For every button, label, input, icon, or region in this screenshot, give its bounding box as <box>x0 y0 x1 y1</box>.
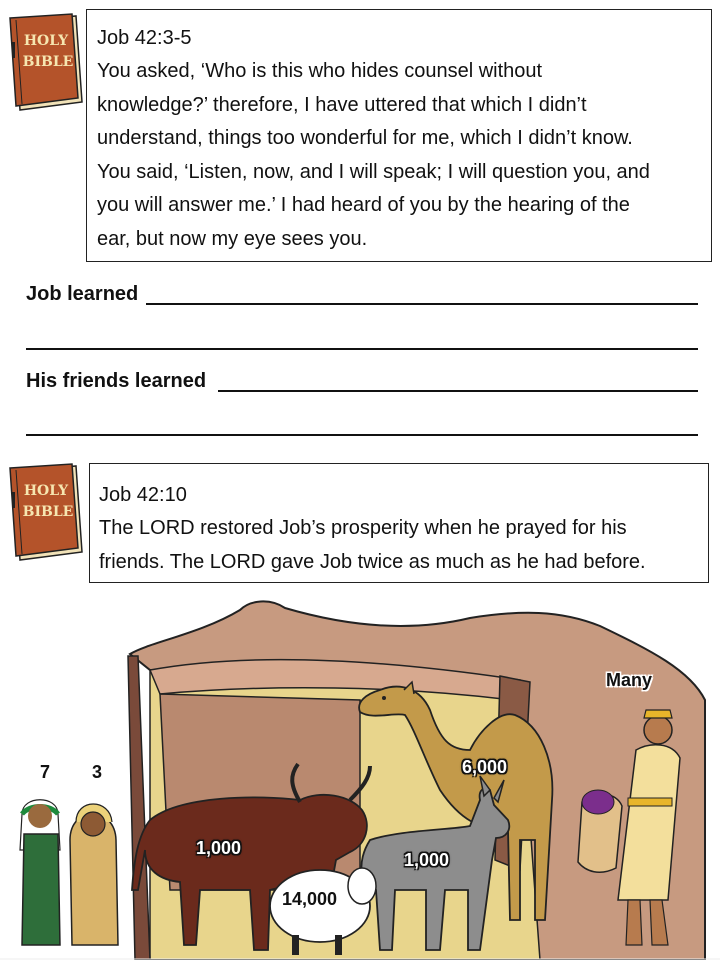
sheep-count: 14,000 <box>282 889 338 909</box>
servants-label: Many <box>606 670 653 690</box>
bible-cover-line1: HOLY <box>23 483 69 499</box>
tent-pole-left-icon <box>128 656 150 960</box>
daughters-count: 3 <box>92 762 103 782</box>
friends-learned-answer-line-2[interactable] <box>26 434 698 436</box>
scripture-box-job-42-3-5 <box>86 9 712 262</box>
scripture-reference: Job 42:10 <box>99 484 187 506</box>
bible-cover-line2: BIBLE <box>22 504 74 520</box>
scripture-line: You asked, ‘Who is this who hides counsel without <box>97 60 543 82</box>
scripture-box-job-42-10 <box>89 463 709 583</box>
scripture-text <box>99 512 708 579</box>
bible-cover-line2: BIBLE <box>22 54 74 70</box>
scripture-line: ear, but now my eye sees you. <box>97 227 368 250</box>
scripture-reference: Job 42:3-5 <box>97 27 192 49</box>
scripture-line: friends. The LORD gave Job twice as much as he had before. <box>99 550 646 573</box>
holy-bible-book-icon <box>6 12 86 112</box>
daughter-icon <box>70 804 118 945</box>
scripture-line: knowledge?’ therefore, I have uttered that which I didn’t <box>97 93 587 116</box>
scripture-line: The LORD restored Job’s prosperity when he prayed for his <box>99 517 627 539</box>
scripture-line: You said, ‘Listen, now, and I will speak; I will question you, and <box>97 160 650 183</box>
job-learned-answer-line-2[interactable] <box>26 348 698 350</box>
donkeys-count: 1,000 <box>404 850 450 870</box>
sons-count: 7 <box>40 762 51 782</box>
job-learned-label: Job learned <box>26 283 139 305</box>
friends-learned-label: His friends learned <box>26 370 207 392</box>
scripture-text <box>97 55 711 256</box>
holy-bible-book-icon <box>6 462 86 562</box>
scripture-line: understand, things too wonderful for me, which I didn’t know. <box>97 127 633 149</box>
friends-learned-answer-line[interactable] <box>218 390 698 392</box>
camels-count: 6,000 <box>462 757 508 777</box>
son-icon <box>20 800 60 945</box>
restoration-illustration <box>0 590 720 960</box>
job-learned-answer-line[interactable] <box>146 303 698 305</box>
scripture-line: you will answer me.’ I had heard of you by the hearing of the <box>97 194 630 216</box>
bible-cover-line1: HOLY <box>23 33 69 49</box>
oxen-count: 1,000 <box>196 838 242 858</box>
